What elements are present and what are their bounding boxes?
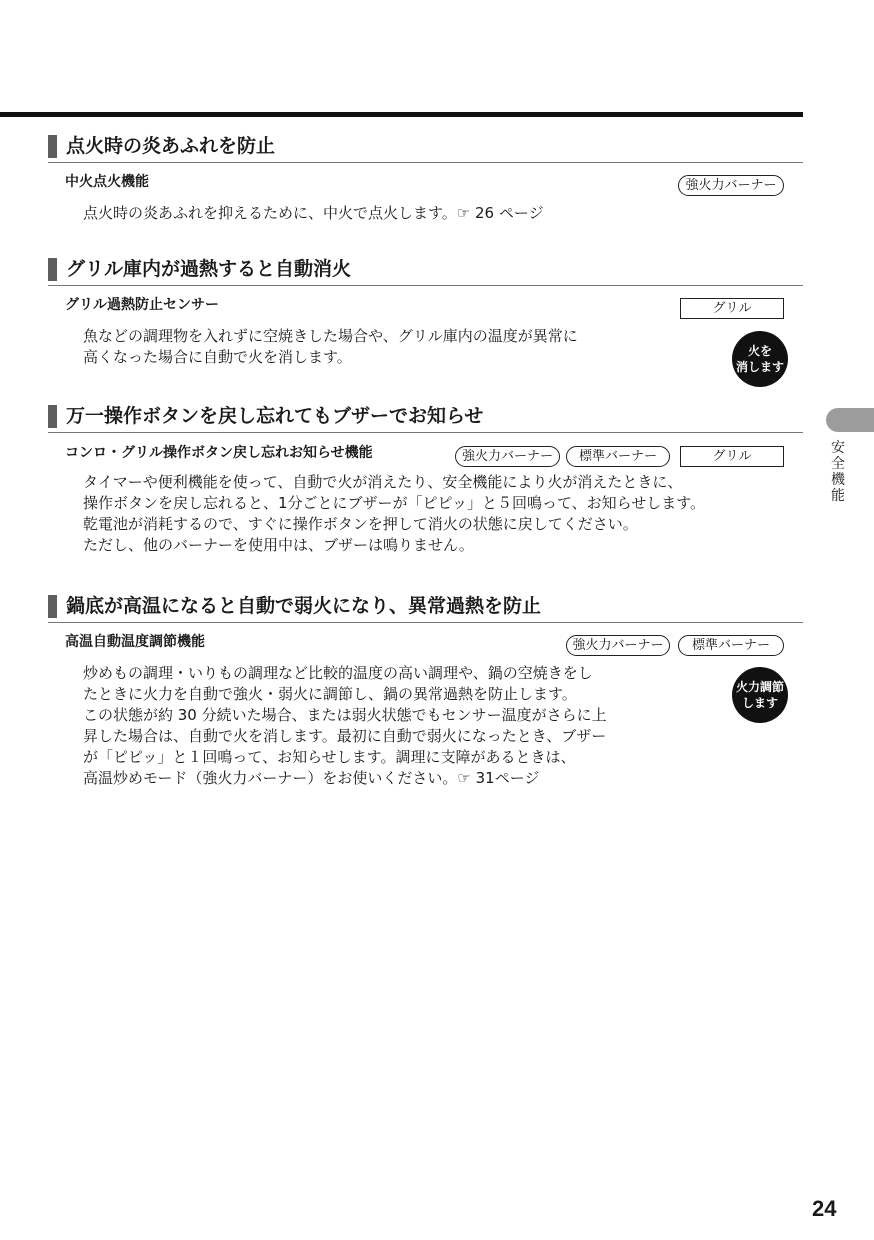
badge-line: します <box>741 696 778 710</box>
body-line: 昇した場合は、自動で火を消します。最初に自動で弱火になったとき、ブザー <box>83 727 607 745</box>
body-line: 炒めもの調理・いりもの調理など比較的温度の高い調理や、鍋の空焼きをし <box>83 664 593 682</box>
heading-marker <box>48 405 57 428</box>
feature-name: コンロ・グリル操作ボタン戻し忘れお知らせ機能 <box>65 445 373 461</box>
page-number: 24 <box>812 1196 837 1221</box>
tag-standard-burner: 標準バーナー <box>566 446 670 467</box>
badge-line: 火を <box>747 344 772 358</box>
tag-grill: グリル <box>680 298 784 319</box>
section-body <box>83 203 544 224</box>
section-ignition <box>48 132 803 222</box>
section-body <box>83 326 578 368</box>
body-line: 高くなった場合に自動で火を消します。 <box>83 348 352 366</box>
feature-name: 高温自動温度調節機能 <box>65 634 205 650</box>
body-line: たときに火力を自動で強火・弱火に調節し、鍋の異常過熱を防止します。 <box>83 685 577 703</box>
body-line: が「ピピッ」と１回鳴って、お知らせします。調理に支障があるときは、 <box>83 748 576 766</box>
section-header <box>48 255 803 286</box>
section-body <box>83 663 607 789</box>
tag-standard-burner: 標準バーナー <box>678 635 784 656</box>
section-header <box>48 592 803 623</box>
body-line: 乾電池が消耗するので、すぐに操作ボタンを押して消火の状態に戻してください。 <box>83 515 638 533</box>
extinguish-badge <box>732 331 788 387</box>
heading-marker <box>48 135 57 158</box>
heading-marker <box>48 595 57 618</box>
body-line: 点火時の炎あふれを抑えるために、中火で点火します。☞ 26 ページ <box>83 204 544 222</box>
badge-line: 火力調節 <box>735 680 784 694</box>
chapter-label: 安全機能 <box>831 440 845 504</box>
heading-marker <box>48 258 57 281</box>
section-body <box>83 472 705 556</box>
section-auto-temp-control <box>48 592 803 787</box>
body-line: 操作ボタンを戻し忘れると、1分ごとにブザーが「ピピッ」と５回鳴って、お知らせします。 <box>83 494 705 512</box>
body-line: 高温炒めモード（強火力バーナー）をお使いください。☞ 31ページ <box>83 769 540 787</box>
tag-strong-burner: 強火力バーナー <box>455 446 560 467</box>
section-buzzer-reminder <box>48 402 803 554</box>
feature-name: グリル過熱防止センサー <box>65 297 219 313</box>
heat-adjust-badge <box>732 667 788 723</box>
section-title: 点火時の炎あふれを防止 <box>66 135 276 157</box>
badge-line: 消します <box>735 360 784 374</box>
body-line: この状態が約 30 分続いた場合、または弱火状態でもセンサー温度がさらに上 <box>83 706 607 724</box>
section-grill-overheat <box>48 255 803 374</box>
section-title: グリル庫内が過熱すると自動消火 <box>66 258 352 280</box>
feature-name: 中火点火機能 <box>65 174 149 190</box>
top-rule <box>0 112 803 117</box>
body-line: タイマーや便利機能を使って、自動で火が消えたり、安全機能により火が消えたときに、 <box>83 473 683 491</box>
body-line: ただし、他のバーナーを使用中は、ブザーは鳴りません。 <box>83 536 474 554</box>
section-title: 鍋底が高温になると自動で弱火になり、異常過熱を防止 <box>66 595 542 617</box>
section-header <box>48 402 803 433</box>
section-title: 万一操作ボタンを戻し忘れてもブザーでお知らせ <box>66 405 484 427</box>
tag-strong-burner: 強火力バーナー <box>566 635 670 656</box>
tag-grill: グリル <box>680 446 784 467</box>
tag-strong-burner: 強火力バーナー <box>678 175 784 196</box>
chapter-tab <box>826 408 874 432</box>
body-line: 魚などの調理物を入れずに空焼きした場合や、グリル庫内の温度が異常に <box>83 327 578 345</box>
section-header <box>48 132 803 163</box>
